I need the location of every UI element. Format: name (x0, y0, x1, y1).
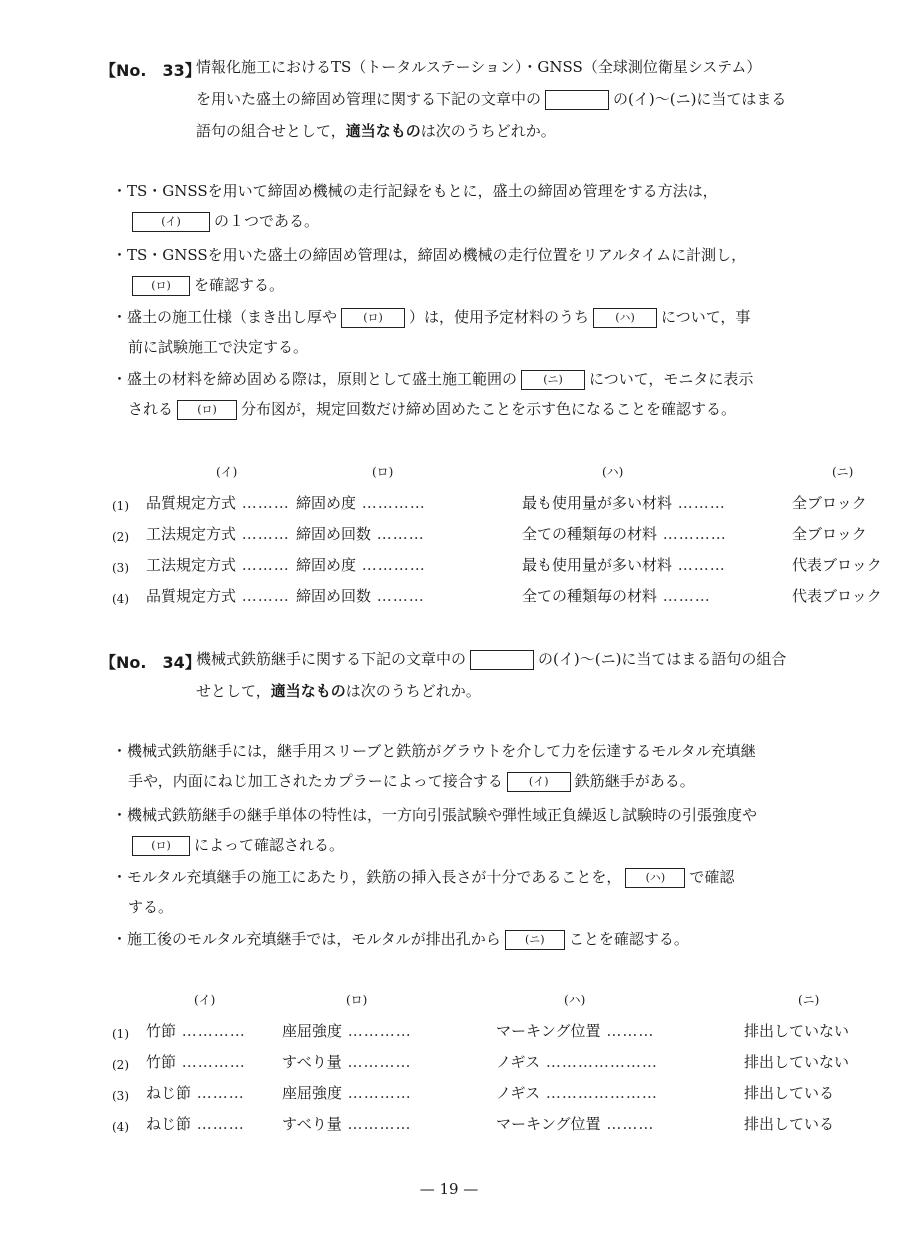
q34-col-ni: (ニ) (798, 992, 820, 1007)
option-ni: 排出している (744, 1084, 835, 1102)
q34-col-i: (イ) (194, 992, 216, 1007)
q33-stem-line1: 情報化施工におけるTS（トータルステーション）・GNSS（全球測位衛星システム） (196, 58, 762, 76)
q34-box-i: (イ) (507, 772, 571, 792)
option-ha: ノギス (496, 1084, 541, 1102)
option-ni: 排出していない (744, 1022, 850, 1040)
option-ha: マーキング位置 (496, 1115, 601, 1133)
page-number: — 19 — (419, 1180, 479, 1198)
q33-choices-table (112, 460, 882, 606)
q33-bullet2-line2 (128, 274, 284, 296)
q33-box-ro-3: (ロ) (177, 400, 237, 420)
q34-bullet1-c: 鉄筋継手がある。 (574, 772, 695, 790)
q34-number: 【No. 34】 (100, 653, 201, 672)
q34-box-ro: (ロ) (132, 836, 190, 856)
option-ro: すべり量 (282, 1053, 342, 1071)
option-ni: 代表ブロック (792, 587, 882, 605)
option-ni: 代表ブロック (792, 556, 882, 574)
q33-blank-box (545, 90, 609, 110)
q33-bullet1-line2 (128, 210, 319, 232)
q33-bullet3-line2: 前に試験施工で決定する。 (128, 338, 309, 356)
q34-header-row (112, 988, 849, 1010)
option-ni: 全ブロック (792, 494, 867, 512)
q34-bullet2-line1: ・機械式鉄筋継手の継手単体の特性は，一方向引張試験や弾性域正負繰返し試験時の引張強度や (112, 806, 758, 824)
q34-bullet3-line2: する。 (128, 898, 174, 916)
q34-bullet3-b: で確認 (689, 868, 735, 886)
option-i: ねじ節 (146, 1084, 192, 1102)
q34-bullet4-a: ・施工後のモルタル充填継手では，モルタルが排出孔から (112, 930, 501, 948)
q34-bullet2-b: によって確認される。 (194, 836, 345, 854)
option-i: 竹節 (146, 1053, 177, 1071)
q33-stem-line3-b: は次のうちどれか。 (420, 122, 556, 140)
q33-box-ro-1: (ロ) (132, 276, 190, 296)
q34-stem-bold: 適当なもの (270, 682, 346, 700)
q33-stem-line3-a: 語句の組合せとして， (196, 122, 346, 140)
q34-option-row: (4) ねじ節 ……… すべり量 ………… マーキング位置 ……… 排出している (112, 1103, 849, 1134)
option-number: (2) (112, 1058, 129, 1072)
q34-option-row: (1) 竹節 ………… 座屈強度 ………… マーキング位置 ……… 排出していない (112, 1010, 849, 1041)
option-ha: マーキング位置 (496, 1022, 601, 1040)
q34-stem-line2-a: せとして， (196, 682, 271, 700)
option-number: (3) (112, 1089, 129, 1103)
option-number: (1) (112, 1027, 129, 1041)
q34-blank-box (470, 650, 534, 670)
option-ro: 締固め度 (296, 556, 357, 574)
q33-stem-line3 (196, 120, 556, 142)
q33-option-row: (2) 工法規定方式 ……… 締固め回数 ……… 全ての種類毎の材料 ………… 全ブロック (112, 513, 882, 544)
option-number: (4) (112, 592, 129, 606)
q34-bullet3-line1 (112, 866, 734, 888)
option-i: 品質規定方式 (146, 587, 237, 605)
q33-stem-line2-a: を用いた盛土の締固め管理に関する下記の文章中の (196, 90, 542, 108)
q33-col-i: (イ) (216, 464, 238, 479)
q34-option-row: (3) ねじ節 ……… 座屈強度 ………… ノギス ………………… 排出している (112, 1072, 849, 1103)
q33-number: 【No. 33】 (100, 61, 201, 80)
option-ha: 全ての種類毎の材料 (522, 525, 658, 543)
q34-bullet1-line2 (128, 770, 695, 792)
q33-option-row: (3) 工法規定方式 ……… 締固め度 ………… 最も使用量が多い材料 ……… 代表ブロック (112, 544, 882, 575)
q34-stem-line2 (196, 680, 481, 702)
q33-option-row: (4) 品質規定方式 ……… 締固め回数 ……… 全ての種類毎の材料 ……… 代表ブロック (112, 575, 882, 606)
option-number: (3) (112, 561, 129, 575)
option-ha: 最も使用量が多い材料 (522, 494, 673, 512)
q33-box-ni: (ニ) (521, 370, 585, 390)
q34-box-ha: (ハ) (625, 868, 685, 888)
option-ro: 締固め回数 (296, 525, 372, 543)
option-i: 工法規定方式 (146, 525, 237, 543)
option-ro: すべり量 (282, 1115, 342, 1133)
option-i: ねじ節 (146, 1115, 192, 1133)
option-ro: 締固め回数 (296, 587, 372, 605)
option-ro: 座屈強度 (282, 1084, 343, 1102)
q33-bullet4-c: される (128, 400, 174, 418)
option-ro: 締固め度 (296, 494, 357, 512)
q34-choices-table (112, 988, 849, 1134)
q34-stem-line1 (196, 648, 786, 670)
q33-stem-bold: 適当なもの (345, 122, 421, 140)
q33-bullet3-c: について，事 (661, 308, 751, 326)
q33-stem-line2 (196, 88, 786, 110)
q33-bullet2-line1: ・TS・GNSSを用いた盛土の締固め管理は，締固め機械の走行位置をリアルタイムに計測し， (112, 246, 747, 264)
q33-bullet4-line2 (128, 398, 736, 420)
option-number: (1) (112, 499, 129, 513)
q34-bullet2-line2 (128, 834, 344, 856)
q33-bullet4-b: について，モニタに表示 (589, 370, 754, 388)
q33-col-ha: (ハ) (602, 464, 624, 479)
q33-bullet3-a: ・盛土の施工仕様（まき出し厚や (112, 308, 338, 326)
q33-option-row: (1) 品質規定方式 ……… 締固め度 ………… 最も使用量が多い材料 ……… 全ブロック (112, 482, 882, 513)
q33-stem-line2-b: の(イ)～(ニ)に当てはまる (613, 90, 787, 108)
option-ni: 排出している (744, 1115, 835, 1133)
q33-box-ha: (ハ) (593, 308, 657, 328)
q33-bullet4-a: ・盛土の材料を締め固める際は，原則として盛土施工範囲の (112, 370, 518, 388)
q34-bullet4-b: ことを確認する。 (568, 930, 689, 948)
q33-header-row (112, 460, 882, 482)
option-ni: 全ブロック (792, 525, 867, 543)
option-ha: 全ての種類毎の材料 (522, 587, 658, 605)
option-number: (4) (112, 1120, 129, 1134)
q34-bullet3-a: ・モルタル充填継手の施工にあたり，鉄筋の挿入長さが十分であることを， (112, 868, 622, 886)
option-number: (2) (112, 530, 129, 544)
q33-bullet4-line1 (112, 368, 753, 390)
q34-col-ro: (ロ) (346, 992, 368, 1007)
q33-bullet1-b: の１つである。 (214, 212, 320, 230)
option-ha: 最も使用量が多い材料 (522, 556, 673, 574)
option-i: 竹節 (146, 1022, 177, 1040)
option-i: 品質規定方式 (146, 494, 237, 512)
q34-stem-line1-b: の(イ)～(ニ)に当てはまる語句の組合 (538, 650, 787, 668)
option-i: 工法規定方式 (146, 556, 237, 574)
option-ni: 排出していない (744, 1053, 850, 1071)
q34-col-ha: (ハ) (564, 992, 586, 1007)
q34-bullet4-line1 (112, 928, 689, 950)
q33-bullet1-line1: ・TS・GNSSを用いて締固め機械の走行記録をもとに，盛土の締固め管理をする方法は， (112, 182, 718, 200)
q33-col-ro: (ロ) (372, 464, 394, 479)
q34-option-row: (2) 竹節 ………… すべり量 ………… ノギス ………………… 排出していない (112, 1041, 849, 1072)
option-ha: ノギス (496, 1053, 541, 1071)
q33-bullet3-b: ）は，使用予定材料のうち (409, 308, 590, 326)
q33-bullet3-line1 (112, 306, 750, 328)
q33-box-i: (イ) (132, 212, 210, 232)
q33-col-ni: (ニ) (832, 464, 854, 479)
q34-stem-line2-b: は次のうちどれか。 (345, 682, 481, 700)
q34-box-ni: (ニ) (505, 930, 565, 950)
option-ro: 座屈強度 (282, 1022, 343, 1040)
q34-stem-line1-a: 機械式鉄筋継手に関する下記の文章中の (196, 650, 467, 668)
q33-bullet2-b: を確認する。 (194, 276, 285, 294)
q34-bullet1-b: 手や，内面にねじ加工されたカプラーによって接合する (128, 772, 503, 790)
q34-bullet1-line1: ・機械式鉄筋継手には，継手用スリーブと鉄筋がグラウトを介して力を伝達するモルタル充填継 (112, 742, 756, 760)
q33-bullet4-d: 分布図が，規定回数だけ締め固めたことを示す色になることを確認する。 (241, 400, 737, 418)
q33-box-ro-2: (ロ) (341, 308, 405, 328)
